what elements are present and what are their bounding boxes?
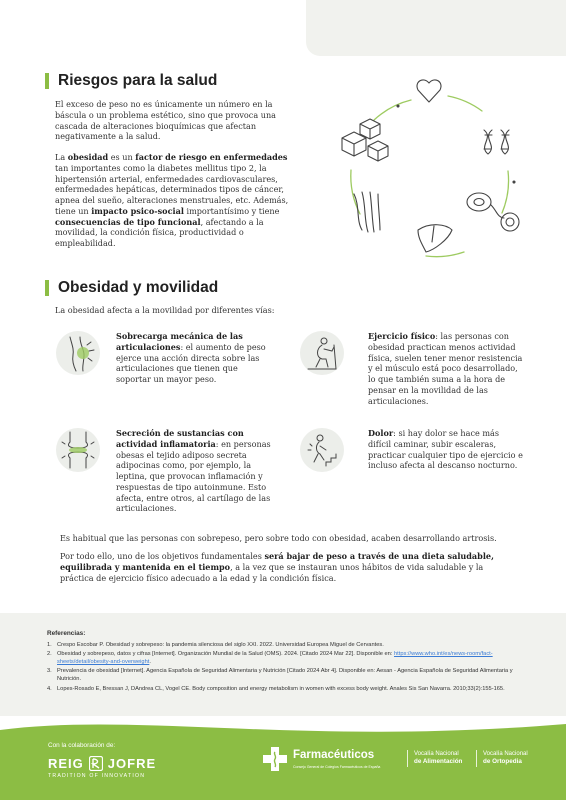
accent-bar [45,73,49,89]
heart-icon [417,80,441,102]
reference-item [47,641,519,649]
bold-text: factor de riesgo en enfermedades [135,152,288,162]
riesgos-title: Riesgos para la salud [58,72,218,89]
inflamed-joint-icon [56,428,100,472]
reference-item [47,685,519,693]
text-run: importantísimo y tiene [183,205,280,216]
mobility-text-ejercicio [368,331,523,406]
text-run: : en personas obesas el tejido adiposo secreta adipocinas como, por ejemplo, la leptina, que provocan inflamación y respuestas de tipo autoinmune. Esto afecta, entre otros, al cartílago de las articulaciones. [116,438,271,514]
text-run: Obesidad y sobrepeso, datos y cifras [Internet]. Organización Mundial de la Salud (OMS). 2024. [Citado 2024 Mar 22]. Disponible en: [57,651,395,658]
mobility-text-sobrecarga [116,331,271,385]
conclusion-paragraph [60,551,516,583]
reference-text [57,685,505,693]
jofre-text: JOFRE [107,756,157,771]
text-run: : si hay dolor se hace más difícil caminar, subir escaleras, practicar cualquier tipo de ejercicio e incluso afecta al descanso nocturno. [368,428,523,471]
vocalia-area: de Ortopedia [483,758,522,766]
references-list [47,641,519,693]
section-title-movilidad [45,279,218,297]
reference-number: 3. [47,668,52,675]
reference-item [47,650,519,666]
vocalia-area: de Alimentación [414,758,463,766]
muscle-fibers-icon [354,192,380,232]
movilidad-intro: La obesidad afecta a la movilidad por diferentes vías: [55,305,275,315]
text-run: , afectando a la movilidad, la condición física, productividad o empleabilidad. [55,216,264,248]
farmaceuticos-name: Farmacéuticos [293,749,375,761]
reference-text [57,650,519,666]
text-run: tan importantes como la diabetes mellitus tipo 2, la hipertensión arterial, enfermedades cardiovasculares, enfermedades hepáticas, determinados tipos de cáncer, apnea del sueño, alteraciones menstruales, etc. Además, tiene un [55,162,289,216]
bold-text: Dolor [368,428,394,438]
corner-decoration [306,0,566,56]
text-run: Prevalencia de obesidad [Internet]. Agencia Española de Seguridad Alimentaria y Nutrición [Citado 2024 Abr 4]. Disponible en: Aesan - Agencia Española de Seguridad Alimentaria y Nutrición. [57,668,513,683]
riesgos-paragraph [55,152,293,249]
vocalia-ortopedia [476,750,528,767]
bold-text: Ejercicio físico [368,331,436,341]
bold-text: impacto psico-social [91,205,184,216]
text-run: es un [108,152,136,162]
text-run: Lopes-Rosado E, Bressan J, DAndrea CL, Vogel CE. Body composition and energy metabolism in women with excess body weight. Anales Sis San Navarra. 2010;33(2):155-165. [57,685,505,692]
bold-text: será bajar de peso a través de una dieta saludable, equilibrada y mantenida en el tiempo [60,551,494,572]
movilidad-title: Obesidad y movilidad [58,279,219,296]
section-title-riesgos [45,72,217,90]
mobility-text-secrecion [116,428,274,514]
text-run: Por todo ello, uno de los objetivos fundamentales [60,551,265,561]
references-title: Referencias: [47,630,86,637]
text-run: : el aumento de peso ejerce una acción directa sobre las articulaciones que tienen que soportar un mayor peso. [116,341,266,384]
reig-jofre-tagline: TRADITION OF INNOVATION [48,773,146,779]
reig-jofre-symbol-icon [89,756,103,771]
blood-pressure-icon [467,193,519,231]
pharmacy-cross-icon [262,746,288,772]
reference-item [47,667,519,683]
text-run: Crespo Escobar P. Obesidad y sobrepeso: la pandemia silenciosa del siglo XXI. 2022. Universidad Europea Miguel de Cervantes. [57,642,384,649]
mobility-item-dolor [300,428,530,498]
text-run: : las personas con obesidad practican menos actividad física, suelen tener menor resistencia y el músculo está poco desarrollado, lo que también suma a la hora de pensar en la movilidad de las articulaciones. [368,331,523,406]
mobility-text-dolor [368,428,523,471]
text-run: , a la vez que se instauran unos hábitos de vida saludable y la práctica de ejercicio físico adecuado a la edad y la condición física. [60,561,484,583]
reference-number: 1. [47,642,52,649]
accent-bar [45,280,49,296]
liver-icon [418,225,452,252]
sugar-cubes-icon [342,119,388,161]
knee-joint-icon [56,331,100,375]
dna-icon [484,130,509,154]
vocalia-alimentacion [407,750,462,767]
text-run: . [149,659,151,666]
mobility-item-secrecion [56,428,296,518]
diagram-ring [351,96,509,257]
text-run: La [55,152,68,162]
bold-text: consecuencias de tipo funcional [55,216,201,227]
reference-number: 4. [47,685,52,692]
stairs-pain-icon [300,428,344,472]
bold-text: obesidad [67,152,109,162]
reig-text: REIG [48,756,84,771]
vocalia-label: Vocalía Nacional [483,751,528,757]
mobility-item-sobrecarga [56,331,286,411]
reference-link[interactable]: https://www.who.int/es/news-room/fact-sheets/detail/obesity-and-overweight [57,651,493,666]
artrosis-paragraph: Es habitual que las personas con sobrepeso, pero sobre todo con obesidad, acaben desarrollando artrosis. [60,533,497,543]
treadmill-icon [300,331,344,375]
collaboration-label: Con la colaboración de: [48,742,116,749]
bold-text: Sobrecarga mecánica de las articulaciones [116,331,243,352]
reference-text [57,667,519,683]
bold-text: Secreción de sustancias con actividad inflamatoria [116,428,244,449]
riesgos-intro: El exceso de peso no es únicamente un número en la báscula o un problema estético, sino que provoca una cascada de alteraciones bioquímicas que afectan negativamente a la salud. [55,99,276,142]
references-panel [0,613,566,716]
mobility-item-ejercicio [300,331,530,421]
reig-jofre-logo [48,756,156,771]
reference-text [57,641,384,649]
vocalia-label: Vocalía Nacional [414,751,459,757]
farmaceuticos-subtitle: Consejo General de Colegios Farmacéuticos de España [293,765,381,769]
reference-number: 2. [47,651,52,658]
health-risks-diagram [334,74,544,274]
